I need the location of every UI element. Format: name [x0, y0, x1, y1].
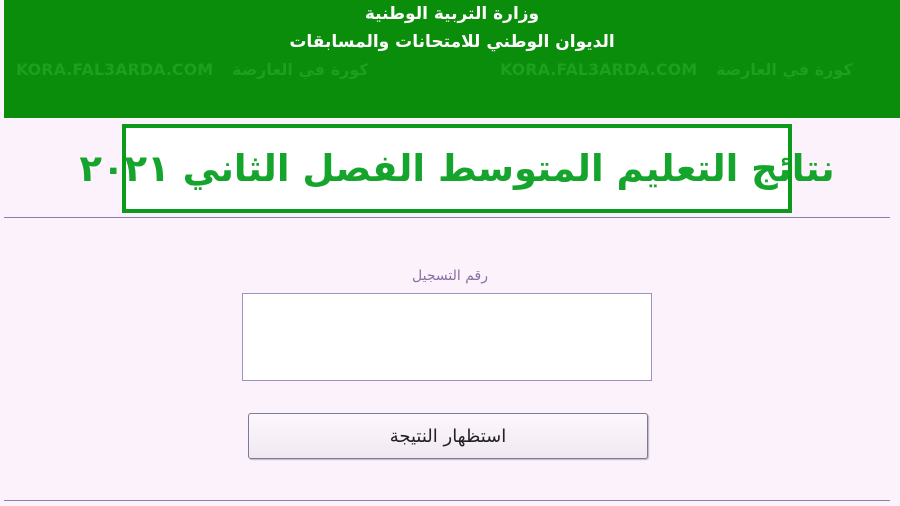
ministry-name: وزارة التربية الوطنية [364, 4, 540, 24]
watermark: KORA.FAL3ARDA.COM [16, 60, 214, 79]
page-title-box [79, 124, 835, 213]
office-name: الديوان الوطني للامتحانات والمسابقات [289, 32, 615, 52]
divider-top [4, 217, 890, 218]
page-title: نتائج التعليم المتوسط الفصل الثاني ٢٠٢١ [79, 147, 835, 190]
watermark: KORA.FAL3ARDA.COM [500, 60, 698, 79]
registration-label: رقم التسجيل [412, 268, 488, 284]
header-banner [4, 0, 900, 118]
watermark: كورة في العارضة [232, 60, 369, 79]
watermark: كورة في العارضة [716, 60, 853, 79]
registration-number-input[interactable] [242, 293, 652, 381]
show-result-button[interactable]: استظهار النتيجة [248, 413, 648, 459]
watermark-row [4, 60, 900, 88]
divider-bottom [4, 500, 890, 501]
